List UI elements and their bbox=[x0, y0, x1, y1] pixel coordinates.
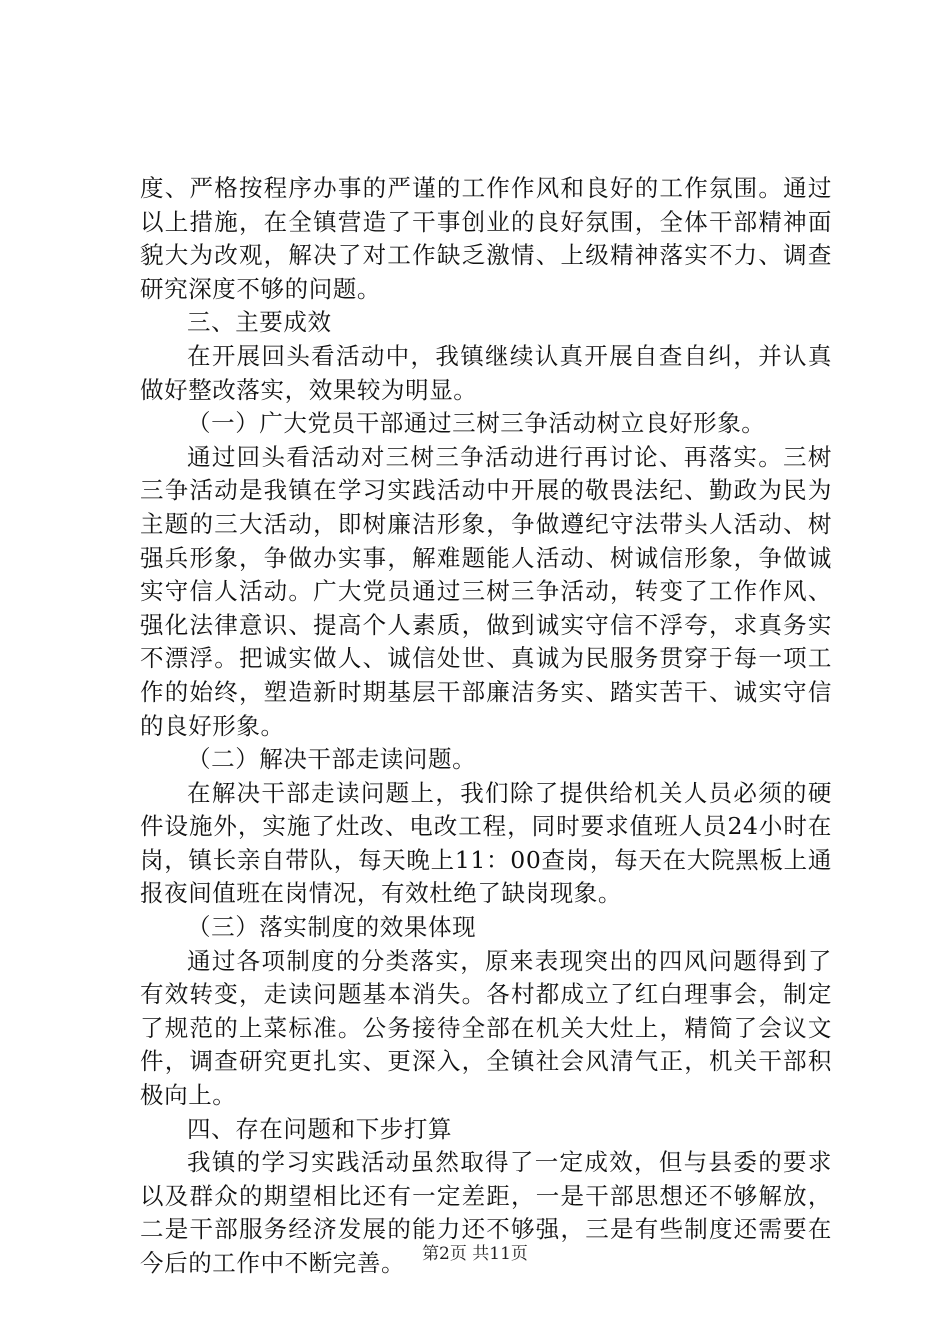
paragraph-problems: 我镇的学习实践活动虽然取得了一定成效，但与县委的要求以及群众的期望相比还有一定差距，一是干部思想还不够解放，二是干部服务经济发展的能力还不够强，三是有些制度还需要在今后的工作中不断完善。 bbox=[140, 1148, 832, 1277]
paragraph-continuation: 度、严格按程序办事的严谨的工作作风和良好的工作氛围。通过以上措施，在全镇营造了干事创业的良好氛围，全体干部精神面貌大为改观，解决了对工作缺乏激情、上级精神落实不力、调查研究深度不够的问题。 bbox=[140, 174, 832, 303]
section-heading-main-results: 三、主要成效 bbox=[187, 308, 332, 337]
paragraph-three-trees: 通过回头看活动对三树三争活动进行再讨论、再落实。三树三争活动是我镇在学习实践活动中开展的敬畏法纪、勤政为民为主题的三大活动，即树廉洁形象，争做遵纪守法带头人活动、树强兵形象，争做办实事，解难题能人活动、树诚信形象，争做诚实守信人活动。广大党员通过三树三争活动，转变了工作作风、强化法律意识、提高个人素质，做到诚实守信不浮夸，求真务实不漂浮。把诚实做人、诚信处世、真诚为民服务贯穿于每一项工作的始终，塑造新时期基层干部廉洁务实、踏实苦干、诚实守信的良好形象。 bbox=[140, 442, 832, 740]
paragraph-commuting: 在解决干部走读问题上，我们除了提供给机关人员必须的硬件设施外，实施了灶改、电改工程，同时要求值班人员24小时在岗，镇长亲自带队，每天晚上11：00查岗，每天在大院黑板上通报夜间值班在岗情况，有效杜绝了缺岗现象。 bbox=[140, 778, 832, 908]
paragraph-results-intro: 在开展回头看活动中，我镇继续认真开展自查自纠，并认真做好整改落实，效果较为明显。 bbox=[140, 341, 832, 404]
document-body bbox=[140, 172, 832, 1281]
page-number-footer: 第2页 共11页 bbox=[422, 1244, 528, 1264]
paragraph-system-effects: 通过各项制度的分类落实，原来表现突出的四风问题得到了有效转变，走读问题基本消失。各村都成立了红白理事会，制定了规范的上菜标准。公务接待全部在机关大灶上，精简了会议文件，调查研究更扎实、更深入，全镇社会风清气正，机关干部积极向上。 bbox=[140, 946, 832, 1110]
subheading-two: （二）解决干部走读问题。 bbox=[187, 745, 477, 774]
section-heading-problems-plans: 四、存在问题和下步打算 bbox=[187, 1114, 453, 1143]
subheading-one: （一）广大党员干部通过三树三争活动树立良好形象。 bbox=[187, 409, 766, 438]
subheading-three: （三）落实制度的效果体现 bbox=[187, 913, 477, 942]
